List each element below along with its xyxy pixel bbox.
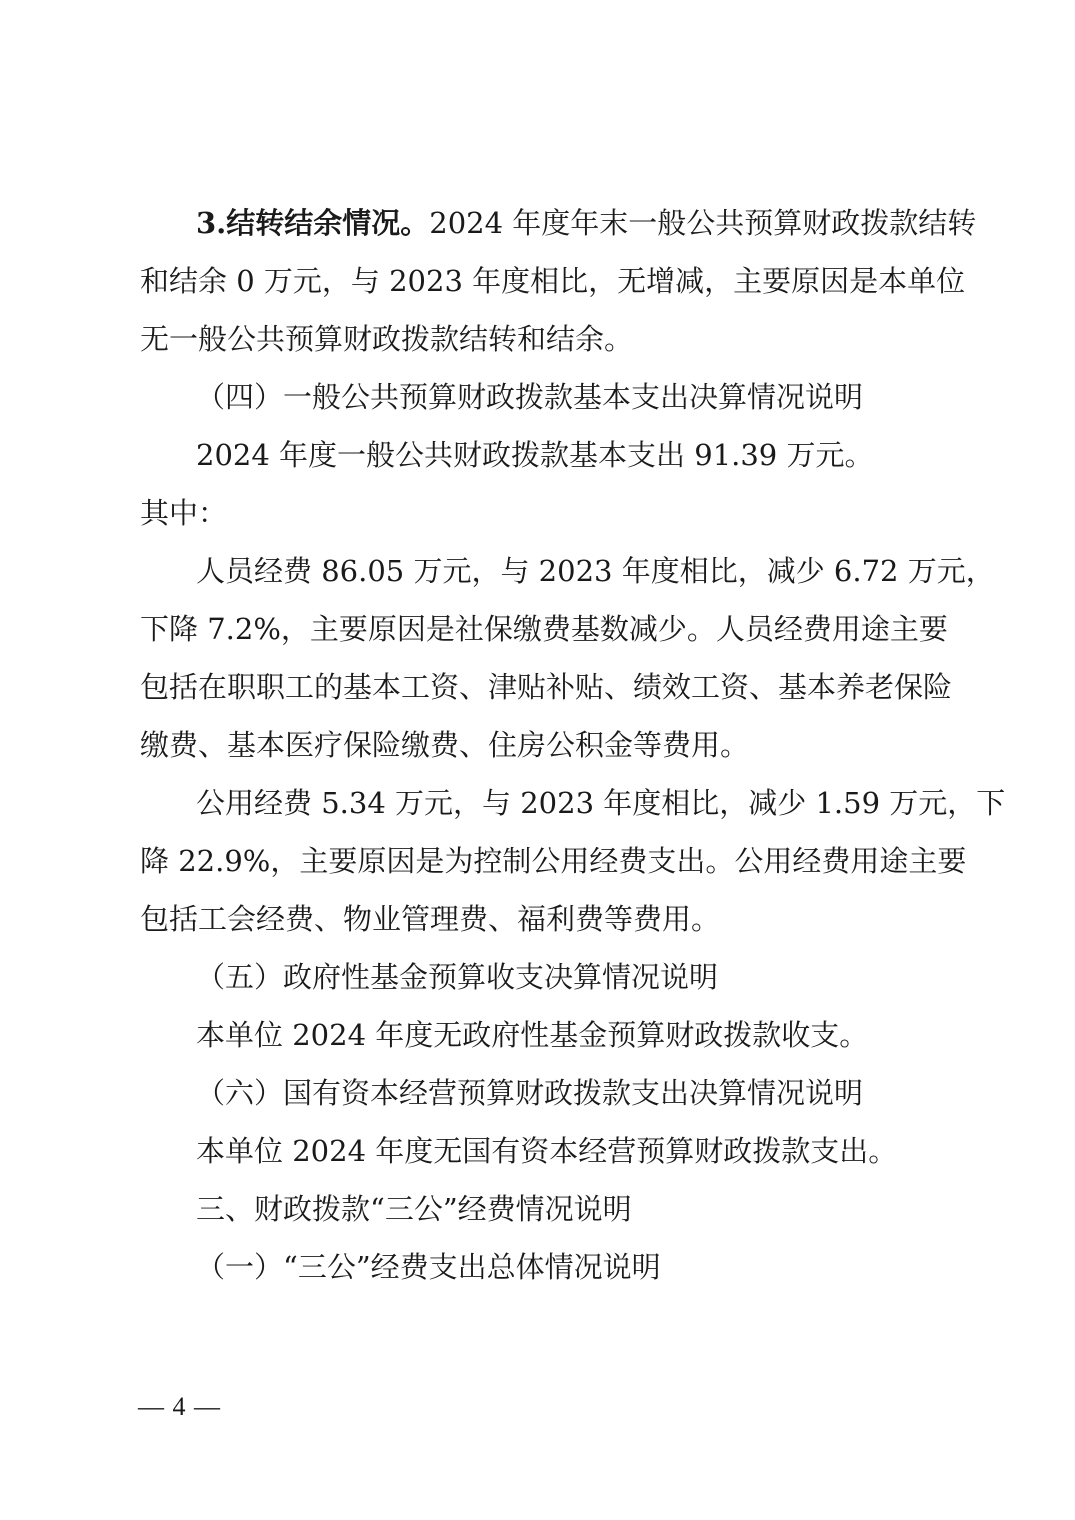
state-capital-line: 本单位 2024 年度无国有资本经营预算财政拨款支出。 <box>196 1134 898 1168</box>
section-heading-4: （四）一般公共预算财政拨款基本支出决算情况说明 <box>196 380 864 414</box>
paragraph-carryover-line-3: 无一般公共预算财政拨款结转和结余。 <box>140 322 634 356</box>
subsection-heading-three-public: （一）“三公”经费支出总体情况说明 <box>196 1250 661 1284</box>
section-heading-5: （五）政府性基金预算收支决算情况说明 <box>196 960 719 994</box>
document-body <box>140 194 1006 1296</box>
personnel-cost-line-2: 下降 7.2%，主要原因是社保缴费基数减少。人员经费用途主要 <box>140 612 948 646</box>
basic-expenditure-line-1: 2024 年度一般公共财政拨款基本支出 91.39 万元。 <box>196 438 874 472</box>
public-cost-line-1: 公用经费 5.34 万元，与 2023 年度相比，减少 1.59 万元，下 <box>196 786 1006 820</box>
personnel-cost-line-3: 包括在职职工的基本工资、津贴补贴、绩效工资、基本养老保险 <box>140 670 953 704</box>
carryover-text: 2024 年度年末一般公共预算财政拨款结转 <box>429 206 977 240</box>
paragraph-carryover-line-1 <box>140 194 977 252</box>
page-number: — 4 — <box>138 1392 221 1421</box>
public-cost-line-3: 包括工会经费、物业管理费、福利费等费用。 <box>140 902 721 936</box>
section-heading-6: （六）国有资本经营预算财政拨款支出决算情况说明 <box>196 1076 864 1110</box>
personnel-cost-line-4: 缴费、基本医疗保险缴费、住房公积金等费用。 <box>140 728 750 762</box>
paragraph-carryover-line-2: 和结余 0 万元，与 2023 年度相比，无增减，主要原因是本单位 <box>140 264 966 298</box>
section-heading-three: 三、财政拨款“三公”经费情况说明 <box>196 1192 632 1226</box>
personnel-cost-line-1: 人员经费 86.05 万元，与 2023 年度相比，减少 6.72 万元， <box>196 554 995 588</box>
carryover-heading: 3.结转结余情况。 <box>196 206 430 240</box>
basic-expenditure-line-2: 其中： <box>140 496 228 530</box>
public-cost-line-2: 降 22.9%，主要原因是为控制公用经费支出。公用经费用途主要 <box>140 844 967 878</box>
government-fund-line: 本单位 2024 年度无政府性基金预算财政拨款收支。 <box>196 1018 869 1052</box>
